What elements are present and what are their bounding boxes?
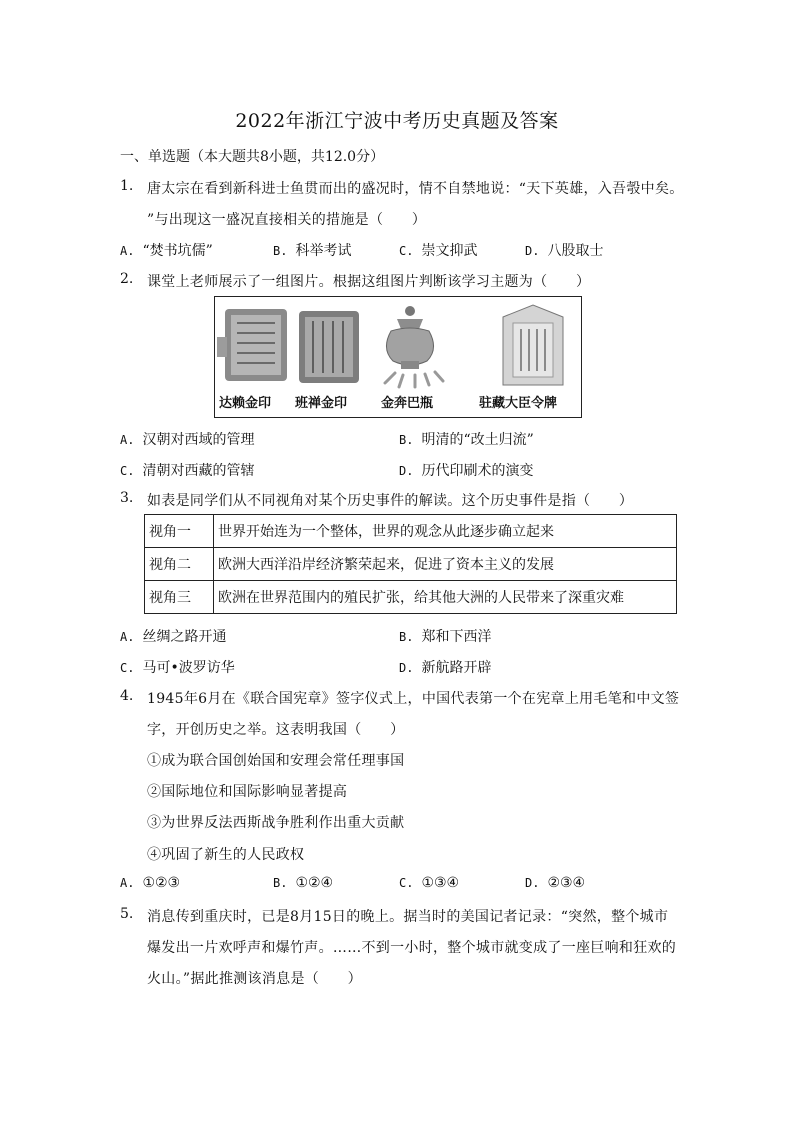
- option-letter: C.: [399, 876, 414, 890]
- statement-item: ④巩固了新生的人民政权: [147, 847, 305, 863]
- table-row: [145, 581, 677, 614]
- option-letter: B.: [399, 630, 414, 644]
- question-text: 爆发出一片欢呼声和爆竹声。……不到一小时，整个城市就变成了一座巨响和狂欢的: [147, 940, 677, 956]
- option-letter: A.: [120, 630, 135, 644]
- option-letter: A.: [120, 876, 135, 890]
- figure-label: 金奔巴瓶: [381, 396, 434, 411]
- option-b: [273, 875, 333, 891]
- option-a: [120, 875, 180, 891]
- minister-token-image: [503, 305, 563, 385]
- option-text: 丝绸之路开通: [142, 629, 227, 645]
- option-letter: C.: [399, 244, 414, 258]
- question-number: 3.: [120, 490, 134, 506]
- option-letter: B.: [399, 433, 414, 447]
- option-c: [120, 657, 235, 677]
- option-d: [525, 240, 603, 260]
- option-letter: B.: [273, 244, 288, 258]
- option-text: 崇文抑武: [421, 243, 478, 259]
- table-cell-key: 视角二: [145, 548, 214, 581]
- option-text: 汉朝对西域的管理: [142, 432, 255, 448]
- option-b: [399, 626, 491, 646]
- option-text: 八股取士: [547, 243, 604, 259]
- question-text: ”与出现这一盛况直接相关的措施是（ ）: [147, 212, 427, 228]
- figure-label: 驻藏大臣令牌: [479, 396, 558, 411]
- option-b: [399, 429, 534, 449]
- question-text: 唐太宗在看到新科进士鱼贯而出的盛况时，情不自禁地说：“天下英雄，入吾彀中矣。: [147, 181, 684, 197]
- option-c: [399, 875, 459, 891]
- option-a: [120, 626, 226, 646]
- table-cell-value: 世界开始连为一个整体，世界的观念从此逐步确立起来: [214, 515, 677, 548]
- statement-item: ②国际地位和国际影响显著提高: [147, 784, 348, 800]
- option-a: [120, 240, 213, 260]
- option-text: ①②④: [295, 875, 334, 891]
- option-text: 马可•波罗访华: [142, 660, 235, 676]
- question-text: 1945年6月在《联合国宪章》签字仪式上，中国代表第一个在宪章上用毛笔和中文签: [147, 691, 680, 707]
- perspective-table: [144, 514, 677, 614]
- dalai-seal-image: [217, 309, 287, 381]
- option-text: ②③④: [547, 875, 586, 891]
- option-c: [399, 240, 477, 260]
- question-text: 火山。”据此推测该消息是（ ）: [147, 971, 362, 987]
- table-cell-value: 欧洲在世界范围内的殖民扩张，给其他大洲的人民带来了深重灾难: [214, 581, 677, 614]
- question-text: 字，开创历史之举。这表明我国（ ）: [147, 722, 405, 738]
- option-text: 郑和下西洋: [421, 629, 492, 645]
- option-letter: A.: [120, 433, 135, 447]
- option-text: ①③④: [421, 875, 460, 891]
- option-d: [399, 657, 491, 677]
- page-title: 2022年浙江宁波中考历史真题及答案: [235, 110, 559, 132]
- question-number: 1.: [120, 178, 134, 194]
- option-letter: D.: [399, 464, 414, 478]
- question-number: 2.: [120, 271, 134, 287]
- statement-item: ①成为联合国创始国和安理会常任理事国: [147, 753, 405, 769]
- option-letter: A.: [120, 244, 135, 258]
- table-cell-value: 欧洲大西洋沿岸经济繁荣起来，促进了资本主义的发展: [214, 548, 677, 581]
- table-row: [145, 515, 677, 548]
- option-letter: D.: [399, 661, 414, 675]
- option-letter: C.: [120, 661, 135, 675]
- figure-label: 班禅金印: [295, 396, 348, 411]
- option-text: ①②③: [142, 875, 181, 891]
- question-number: 5.: [120, 906, 134, 922]
- golden-urn-image: [385, 306, 443, 387]
- question-text: 消息传到重庆时，已是8月15日的晚上。据当时的美国记者记录：“突然，整个城市: [147, 909, 669, 925]
- panchen-seal-image: [299, 311, 359, 383]
- option-text: 新航路开辟: [421, 660, 492, 676]
- option-c: [120, 460, 254, 480]
- option-text: 明清的“改土归流”: [421, 432, 534, 448]
- question-text: 课堂上老师展示了一组图片。根据这组图片判断该学习主题为（ ）: [147, 274, 591, 290]
- section-heading: 一、单选题（本大题共8小题，共12.0分）: [120, 149, 385, 165]
- table-cell-key: 视角一: [145, 515, 214, 548]
- question-text: 如表是同学们从不同视角对某个历史事件的解读。这个历史事件是指（ ）: [147, 493, 634, 509]
- statement-item: ③为世界反法西斯战争胜利作出重大贡献: [147, 815, 405, 831]
- option-d: [399, 460, 533, 480]
- table-row: [145, 548, 677, 581]
- artifact-photo-strip: [214, 296, 582, 418]
- table-cell-key: 视角三: [145, 581, 214, 614]
- option-letter: D.: [525, 244, 540, 258]
- option-text: “焚书坑儒”: [142, 243, 213, 259]
- option-b: [273, 240, 351, 260]
- option-text: 清朝对西藏的管辖: [142, 463, 255, 479]
- option-letter: C.: [120, 464, 135, 478]
- option-d: [525, 875, 585, 891]
- question-number: 4.: [120, 688, 134, 704]
- option-letter: D.: [525, 876, 540, 890]
- figure-label: 达赖金印: [219, 396, 272, 411]
- option-a: [120, 429, 254, 449]
- option-text: 科举考试: [295, 243, 352, 259]
- option-letter: B.: [273, 876, 288, 890]
- option-text: 历代印刷术的演变: [421, 463, 534, 479]
